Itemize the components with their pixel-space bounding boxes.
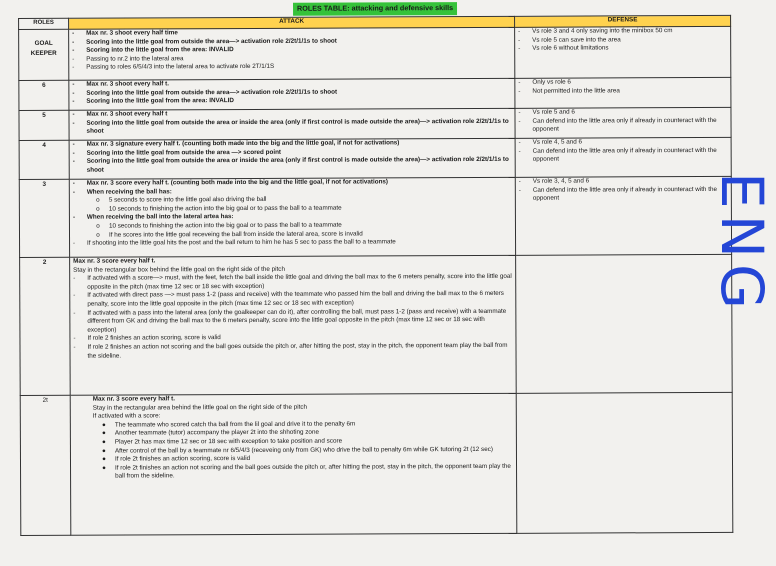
attack-cell [69,177,515,257]
attack-line: - Max nr. 3 shoot every half t [72,110,168,118]
table-row [19,176,731,257]
defense-line: - Vs role 5 can save into the area [518,35,621,44]
attack-line: - When receiving the ball has: [72,187,172,196]
attack-line: - Max nr. 3 signature every half t. (counting both made into the big and the little goal, if not for activations) [72,139,400,148]
roles-table [18,15,733,536]
defense-line: - Vs role 3, 4, 5 and 6 [518,177,590,185]
attack-subitem: o 5 seconds to score into the little goal also driving the ball [96,196,267,204]
attack-subitem: o 10 seconds to finishing the action into the big goal or to pass the ball to a teammate [96,204,342,213]
table-row [20,392,733,535]
defense-cell [515,176,731,255]
attack-line: - Passing to roles 6/5/4/3 into the lateral area to activate role 2T/1/1S [72,63,275,72]
attack-cell [69,108,515,140]
defense-cell [515,77,731,108]
role-cell: 3 [19,179,69,257]
role-cell: 5 [19,110,69,140]
attack-line: - If activated with a score—> must, with the feet, fetch the ball inside the little goal and driving the ball max to the 6 meters penalty, score into the little goal opposite in the pitch (max time 12 sec or 18 sec with exception) [73,273,512,291]
defense-line: - Vs role 3 and 4 only saving into the minibox 50 cm [518,27,673,35]
attack-cell [69,138,515,179]
attack-cell [69,27,515,80]
attack-subitem: ● Another teammate (tutor) accompany the player 2t into the shhoting zone [101,429,319,438]
document-title: ROLES TABLE: attacking and defensive skills [293,2,457,16]
roles-document [18,1,732,560]
attack-line: Stay in the rectangular area behind the little goal on the right side of the pitch [92,403,308,412]
attack-cell [70,255,517,395]
attack-line: - Scoring into the little goal from the area: INVALID [72,97,234,105]
table-row [20,254,733,395]
attack-cell [70,393,517,535]
attack-subitem: ● After control of the ball by a teammate nr 6/5/4/3 (receveing only from GK) who drive the ball to penalty 6m while GK tutoring 2t (12 sec) [102,445,493,455]
attack-subitem: o 10 seconds to finishing the action into the big goal or to pass the ball to a teammate [96,221,342,230]
table-row [19,137,731,179]
attack-cell [69,78,515,110]
defense-line: - Can defend into the little area only if already in counteract with the opponent [518,185,717,202]
attack-line: Max nr. 3 score every half t. [73,257,156,265]
header-attack: ATTACK [69,16,515,29]
attack-line: Max nr. 3 score every half t. [92,395,175,403]
defense-cell [515,137,731,177]
attack-subitem: ● If role 2t finishes an action not scoring and the ball goes outside the pitch or, after hitting the post, stay in the pitch, the opponent team play the ball from the sideline. [102,462,511,480]
attack-line: Stay in the rectangular box behind the little goal on the right side of the pitch [73,265,285,274]
attack-line: - Scoring into the little goal from the area: INVALID [72,46,234,54]
defense-line: - Only vs role 6 [518,78,571,86]
attack-subitem: ● Player 2t has max time 12 sec or 18 sec with exception to take position and score [101,437,343,446]
defense-line: - Vs role 6 without limitations [518,44,609,53]
table-row [19,26,731,80]
attack-line: - Scoring into the little goal from outside the area —> scored point [72,148,282,157]
defense-line: - Can defend into the little area only if already in counteract with the opponent [518,146,717,163]
defense-line: - Can defend into the little area only if already in counteract with the opponent [518,116,717,133]
attack-subitem: ● The teammate who scored catch tha ball from the lil goal and drive it to the penalty 6m [101,420,356,429]
attack-line: - If shooting into the little goal hits the post and the ball return to him he has 5 sec to pass the ball to a teammate [73,238,396,247]
attack-line: - Scoring into the little goal from outside the area—> activation role 2/2t/1/1s to shoot [72,88,338,97]
attack-subitem: ● If role 2t finishes an action scoring, score is valid [102,455,251,463]
attack-line: - Passing to nr.2 into the lateral area [72,55,184,63]
table-row [19,107,731,140]
attack-subitem: o If he scores into the little goal receveing the ball from inside the lateral area, score is invalid [96,230,363,239]
defense-cell [516,392,733,533]
attack-line: - If activated with a pass into the lateral area (only the goalkeeper can do it), after controlling the ball, must pass 1-2 (pass and receive) with a teammate different from GK and driving the ball max to the 6 meters penalty, score into the little goal opposite in the pitch (max time 12 sec or 18 sec with exception) [73,307,507,334]
header-roles: ROLES [19,18,69,29]
attack-line: - When receiving the ball into the lateral artea has: [72,213,234,222]
eng-side-label: ENG [708,172,776,315]
attack-line: - If role 2 finishes an action scoring, score is valid [73,334,221,343]
attack-line: - Scoring into the little goal from outside the area—> activation role 2/2t/1/1s to shoot [72,37,337,46]
attack-line: - Scoring into the little goal from outside the area or inside the area (only if first control is made outside the area)—> activation role 2/2t/1/1s to shoot [72,156,509,174]
attack-line: - Max nr. 3 shoot every half time [72,29,178,37]
role-cell: 2t [20,395,71,535]
attack-line: - If activated with direct pass —> must pass 1-2 (pass and receive) with the teammate who passed him the ball and driving the ball max to the 6 meters penalty, score into the little goal opposite in the pitch (max time 12 sec or 18 sec with exception) [73,290,504,308]
role-cell: 4 [19,140,69,179]
attack-line: If activated with a score: [92,412,161,420]
defense-cell [516,254,733,393]
attack-line: - Max nr. 3 score every half t. (counting both made into the big and the little goal, if not for activations) [72,178,389,187]
role-cell: 6 [19,80,69,110]
header-defense: DEFENSE [515,15,731,27]
defense-cell [515,107,731,138]
attack-line: - Max nr. 3 shoot every half t. [72,80,169,88]
role-cell: GOAL KEEPER [19,29,69,80]
role-cell: 2 [20,257,71,395]
attack-line: - Scoring into the little goal from outside the area or inside the area (only if first control is made outside the area)—> activation role 2/2t/1/1s to shoot [72,117,509,135]
defense-line: - Vs role 4, 5 and 6 [518,138,582,146]
defense-cell [515,26,731,78]
defense-line: - Vs role 5 and 6 [518,108,575,116]
attack-line: - If role 2 finishes an action not scoring and the ball goes outside the pitch or, after hitting the post, stay in the pitch, the opponent team play the ball from the sideline. [73,341,508,360]
table-row [19,77,731,110]
defense-line: - Not permitted into the little area [518,86,620,95]
